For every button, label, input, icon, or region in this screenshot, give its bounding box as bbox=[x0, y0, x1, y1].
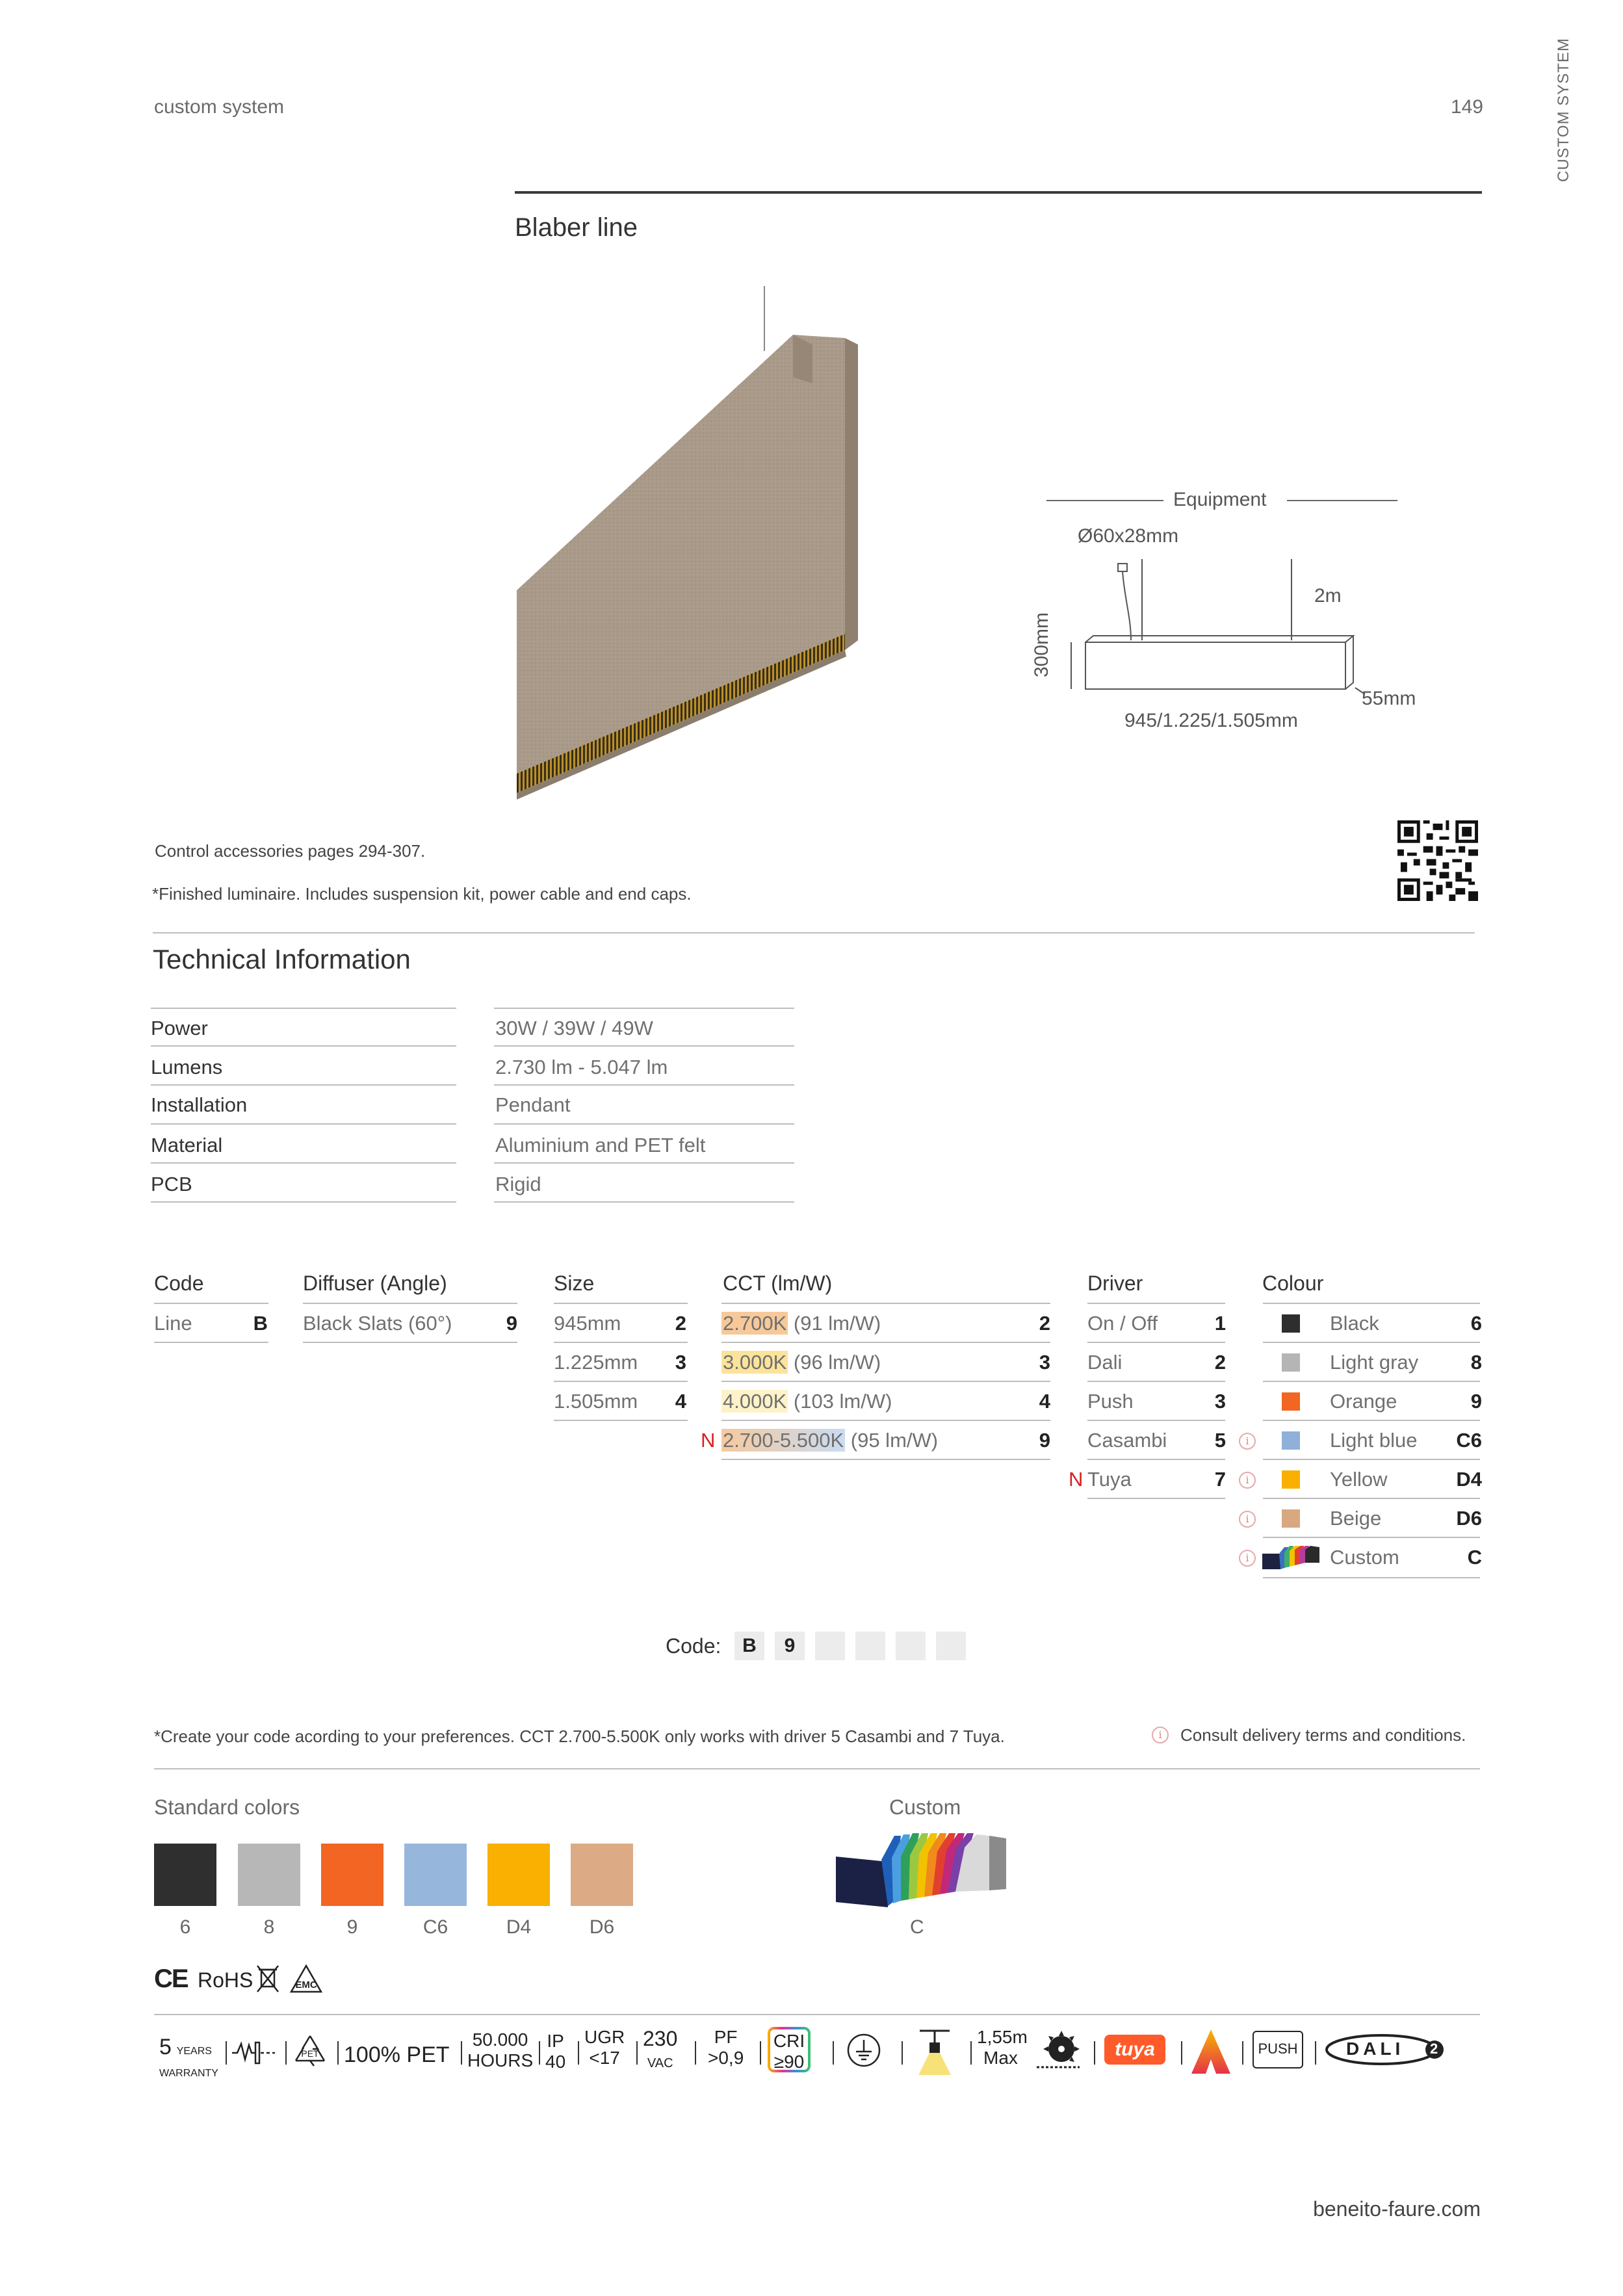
col-header-colour: Colour bbox=[1262, 1272, 1324, 1295]
driver-value: 5 bbox=[1214, 1429, 1226, 1452]
driver-value: 2 bbox=[1214, 1351, 1226, 1374]
standard-colors-title: Standard colors bbox=[154, 1795, 300, 1819]
ugr-icon bbox=[584, 2027, 625, 2068]
section-divider bbox=[154, 2014, 1480, 2015]
cable-length: 2m bbox=[1314, 585, 1342, 607]
colour-swatch-custom bbox=[1262, 1545, 1321, 1571]
ip-value: 40 bbox=[545, 2052, 566, 2072]
size-value: 4 bbox=[675, 1390, 686, 1413]
standard-swatch-yellow bbox=[487, 1844, 550, 1906]
ip-label: IP bbox=[547, 2031, 564, 2051]
qr-code[interactable] bbox=[1397, 820, 1478, 901]
colour-label: Orange bbox=[1330, 1390, 1397, 1413]
col-header-code: Code bbox=[154, 1272, 204, 1295]
colour-label: Beige bbox=[1330, 1507, 1382, 1530]
swatch-code: 6 bbox=[179, 1916, 191, 1938]
colour-label: Black bbox=[1330, 1312, 1379, 1335]
cct-value: 4 bbox=[1039, 1390, 1050, 1413]
cct-option bbox=[721, 1351, 881, 1374]
driver-label: Dali bbox=[1087, 1351, 1123, 1374]
size-label: 1.225mm bbox=[554, 1351, 638, 1374]
col-header-size: Size bbox=[554, 1272, 595, 1295]
hours-number: 50.000 bbox=[472, 2029, 528, 2050]
equipment-title: Equipment bbox=[1173, 489, 1267, 510]
col-header-cct: CCT (lm/W) bbox=[723, 1272, 833, 1295]
code-box[interactable] bbox=[855, 1632, 885, 1660]
colour-value: 8 bbox=[1470, 1351, 1482, 1374]
voltage-icon bbox=[643, 2027, 677, 2072]
custom-colors-title: Custom bbox=[889, 1795, 961, 1819]
standard-swatch-black bbox=[154, 1844, 216, 1906]
depth-dimension: 55mm bbox=[1362, 688, 1416, 709]
cct-option bbox=[721, 1390, 892, 1413]
code-box[interactable] bbox=[936, 1632, 966, 1660]
colour-swatch-light-blue bbox=[1282, 1431, 1300, 1450]
cct-option bbox=[721, 1429, 938, 1452]
size-label: 1.505mm bbox=[554, 1390, 638, 1413]
diffuser-label: Black Slats (60°) bbox=[303, 1312, 452, 1335]
cct-efficacy: (103 lm/W) bbox=[788, 1390, 892, 1413]
cri-icon bbox=[768, 2027, 811, 2072]
cct-value: 2 bbox=[1039, 1312, 1050, 1335]
length-options: 945/1.225/1.505mm bbox=[1124, 710, 1298, 731]
tech-key: PCB bbox=[151, 1173, 192, 1195]
voltage-value: 230 bbox=[643, 2027, 678, 2050]
voltage-unit: VAC bbox=[647, 2055, 673, 2070]
colour-label: Light blue bbox=[1330, 1429, 1418, 1452]
standard-swatch-light-gray bbox=[238, 1844, 300, 1906]
code-line-label: Line bbox=[154, 1312, 192, 1335]
emc-mark-icon bbox=[289, 1963, 324, 1994]
code-box[interactable] bbox=[896, 1632, 926, 1660]
section-divider bbox=[154, 1768, 1480, 1769]
code-footnote: *Create your code acording to your preferences. CCT 2.700-5.500K only works with driver 5 Casambi and 7 Tuya. bbox=[154, 1727, 1005, 1746]
swatch-code: D6 bbox=[589, 1916, 615, 1938]
driver-label: Tuya bbox=[1087, 1468, 1132, 1491]
code-box[interactable] bbox=[815, 1632, 845, 1660]
cable-length-value: 1,55m bbox=[977, 2027, 1028, 2047]
tech-value: Rigid bbox=[495, 1173, 541, 1195]
colour-value: C6 bbox=[1456, 1429, 1482, 1452]
warranty-word: WARRANTY bbox=[159, 2068, 218, 2080]
feature-icons-row bbox=[154, 2027, 1487, 2085]
colour-value: C bbox=[1467, 1546, 1482, 1569]
colour-swatch-orange bbox=[1282, 1392, 1300, 1411]
power-factor-icon bbox=[708, 2027, 744, 2068]
cri-label: CRI bbox=[773, 2031, 805, 2051]
colour-label: Custom bbox=[1330, 1546, 1399, 1569]
tech-value: Aluminium and PET felt bbox=[495, 1134, 706, 1156]
pf-label: PF bbox=[714, 2027, 738, 2047]
driver-label: On / Off bbox=[1087, 1312, 1158, 1335]
accessories-note: Control accessories pages 294-307. bbox=[155, 841, 426, 861]
svg-text:EMC: EMC bbox=[295, 1979, 317, 1990]
equipment-diagram bbox=[1033, 481, 1417, 754]
info-icon: i bbox=[1239, 1550, 1256, 1567]
cct-value: 9 bbox=[1039, 1429, 1050, 1452]
push-control-icon: PUSH bbox=[1253, 2031, 1303, 2068]
size-value: 2 bbox=[675, 1312, 686, 1335]
pendant-lamp-illustration bbox=[507, 280, 871, 800]
page-number: 149 bbox=[1450, 96, 1483, 118]
cable-length-icon bbox=[977, 2027, 1028, 2068]
swatch-code: 8 bbox=[263, 1916, 275, 1938]
driver-label: Casambi bbox=[1087, 1429, 1167, 1452]
ip-rating-icon bbox=[545, 2031, 565, 2072]
finished-note: *Finished luminaire. Includes suspension kit, power cable and end caps. bbox=[152, 884, 692, 904]
dali-text: DALI bbox=[1346, 2039, 1405, 2059]
warranty-number: 5 bbox=[159, 2035, 172, 2059]
height-dimension: 300mm bbox=[1031, 612, 1052, 677]
tech-row-pcb bbox=[151, 1164, 794, 1201]
tech-row-power bbox=[151, 1008, 794, 1045]
tech-key: Lumens bbox=[151, 1056, 223, 1078]
cct-efficacy: (95 lm/W) bbox=[845, 1429, 939, 1452]
pendant-light-icon bbox=[912, 2028, 957, 2076]
tuya-logo-icon: tuya bbox=[1104, 2035, 1165, 2065]
rohs-label: RoHS bbox=[198, 1968, 253, 1992]
ground-class-icon bbox=[846, 2032, 882, 2068]
cct-temperature: 2.700-5.500K bbox=[723, 1429, 844, 1452]
footer-url[interactable]: beneito-faure.com bbox=[1313, 2197, 1481, 2221]
colour-swatch-beige bbox=[1282, 1509, 1300, 1528]
colour-swatch-black bbox=[1282, 1314, 1300, 1333]
colour-value: D6 bbox=[1456, 1507, 1482, 1530]
cct-option bbox=[721, 1312, 881, 1335]
info-icon: i bbox=[1152, 1727, 1169, 1743]
driver-value: 1 bbox=[1214, 1312, 1226, 1335]
standard-swatch-light-blue bbox=[404, 1844, 467, 1906]
dali-version: 2 bbox=[1430, 2041, 1438, 2057]
warranty-years: YEARS bbox=[176, 2046, 212, 2057]
pf-value: >0,9 bbox=[708, 2048, 744, 2068]
section-name: custom system bbox=[154, 96, 285, 118]
consult-note: Consult delivery terms and conditions. bbox=[1180, 1725, 1466, 1745]
weee-bin-icon bbox=[255, 1963, 281, 1994]
tech-value: 30W / 39W / 49W bbox=[495, 1017, 653, 1039]
tech-key: Power bbox=[151, 1017, 208, 1039]
title-rule bbox=[515, 191, 1482, 194]
new-badge: N bbox=[1069, 1468, 1084, 1491]
cct-efficacy: (96 lm/W) bbox=[788, 1351, 881, 1374]
section-divider bbox=[153, 932, 1475, 933]
custom-code: C bbox=[910, 1916, 924, 1938]
colour-swatch-light-gray bbox=[1282, 1353, 1300, 1372]
dali2-logo-icon bbox=[1324, 2033, 1445, 2066]
swatch-code: 9 bbox=[346, 1916, 358, 1938]
driver-included-icon bbox=[231, 2036, 276, 2068]
tech-key: Installation bbox=[151, 1093, 248, 1116]
ugr-label: UGR bbox=[584, 2027, 625, 2047]
canopy-dimension: Ø60x28mm bbox=[1078, 525, 1179, 547]
ugr-value: <17 bbox=[589, 2048, 620, 2068]
cable-length-max: Max bbox=[983, 2048, 1018, 2068]
driver-value: 7 bbox=[1214, 1468, 1226, 1491]
standard-swatch-beige bbox=[571, 1844, 633, 1906]
cct-temperature: 2.700K bbox=[723, 1312, 787, 1335]
colour-value: 9 bbox=[1470, 1390, 1482, 1413]
product-title: Blaber line bbox=[515, 213, 638, 242]
code-box[interactable]: B bbox=[734, 1632, 764, 1660]
tech-row-lumens bbox=[151, 1047, 794, 1084]
recycle-icon bbox=[291, 2032, 330, 2071]
tech-info-title: Technical Information bbox=[153, 944, 411, 974]
swatch-code: D4 bbox=[506, 1916, 532, 1938]
custom-felt-fan-icon bbox=[836, 1831, 1011, 1909]
info-icon: i bbox=[1239, 1511, 1256, 1528]
size-value: 3 bbox=[675, 1351, 686, 1374]
hours-label: HOURS bbox=[467, 2050, 534, 2071]
tech-value: 2.730 lm - 5.047 lm bbox=[495, 1056, 668, 1078]
pet-label: 100% PET bbox=[344, 2042, 450, 2067]
size-label: 945mm bbox=[554, 1312, 621, 1335]
casambi-logo-icon bbox=[1190, 2028, 1232, 2075]
tech-row-installation bbox=[151, 1084, 794, 1122]
col-header-diffuser: Diffuser (Angle) bbox=[303, 1272, 447, 1295]
colour-value: D4 bbox=[1456, 1468, 1482, 1491]
colour-value: 6 bbox=[1470, 1312, 1482, 1335]
diffuser-value: 9 bbox=[506, 1312, 517, 1335]
colour-swatch-yellow bbox=[1282, 1470, 1300, 1489]
lifetime-hours-icon bbox=[467, 2029, 533, 2071]
colour-label: Light gray bbox=[1330, 1351, 1419, 1374]
tech-row-material bbox=[151, 1125, 794, 1162]
driver-label: Push bbox=[1087, 1390, 1134, 1413]
warranty-icon bbox=[159, 2035, 218, 2081]
cct-temperature: 4.000K bbox=[723, 1390, 787, 1413]
tech-value: Pendant bbox=[495, 1093, 571, 1116]
cct-temperature: 3.000K bbox=[723, 1351, 787, 1374]
swatch-code: C6 bbox=[422, 1916, 448, 1938]
cut-to-length-icon bbox=[1035, 2028, 1081, 2074]
cct-efficacy: (91 lm/W) bbox=[788, 1312, 881, 1335]
code-box[interactable]: 9 bbox=[775, 1632, 805, 1660]
new-badge: N bbox=[701, 1429, 716, 1452]
info-icon: i bbox=[1239, 1433, 1256, 1450]
info-icon: i bbox=[1239, 1472, 1256, 1489]
side-section-label: CUSTOM SYSTEM bbox=[1555, 38, 1572, 182]
colour-label: Yellow bbox=[1330, 1468, 1388, 1491]
col-header-driver: Driver bbox=[1087, 1272, 1143, 1295]
ce-mark-icon: CE bbox=[154, 1964, 188, 1993]
code-line-value: B bbox=[253, 1312, 268, 1335]
cct-value: 3 bbox=[1039, 1351, 1050, 1374]
standard-swatch-orange bbox=[321, 1844, 383, 1906]
cri-value: ≥90 bbox=[773, 2052, 805, 2072]
svg-text:PET: PET bbox=[301, 2048, 319, 2059]
driver-value: 3 bbox=[1214, 1390, 1226, 1413]
code-builder-label: Code: bbox=[666, 1634, 721, 1658]
tech-table bbox=[151, 1008, 794, 1209]
tech-key: Material bbox=[151, 1134, 223, 1156]
